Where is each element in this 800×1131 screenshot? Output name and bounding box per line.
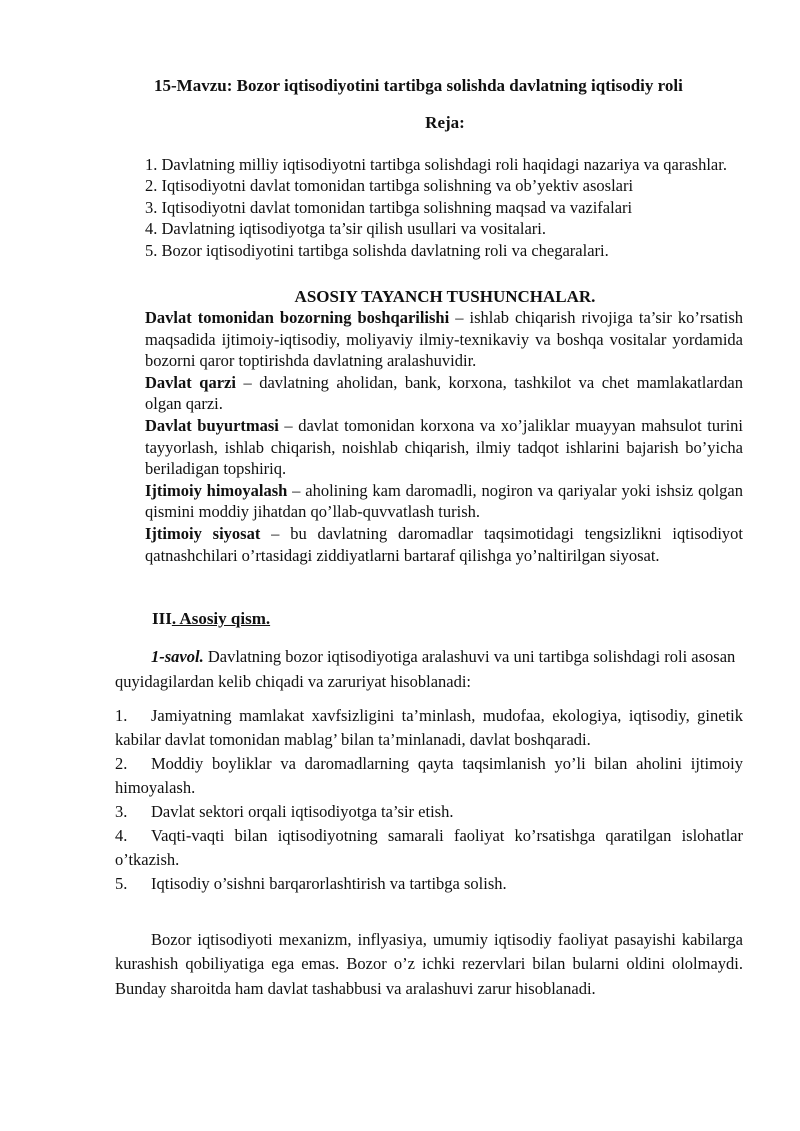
question-paragraph <box>115 644 743 694</box>
reason-text: Vaqti-vaqti bilan iqtisodiyotning samarali faoliyat ko’rsatishga qaratilgan islohatlar o’tkazish. <box>115 826 743 869</box>
plan-item: 3. Iqtisodiyotni davlat tomonidan tartibga solishning maqsad va vazifalari <box>145 197 633 217</box>
concept-definition: – aholining kam daromadli, nogiron va qariyalar yoki ishsiz qolgan qismini moddiy jihatdan qo’llab-quvvatlash turish. <box>145 480 743 522</box>
closing-paragraph: Bozor iqtisodiyoti mexanizm, inflyasiya, umumiy iqtisodiy faoliyat pasayishi kabilarga kurashish qobiliyatiga ega emas. Bozor o’z ichki rezervlari bilan bularni oldini ololmaydi. Bunday sharoitda ham davlat tashabbusi va aralashuvi zarur hisoblanadi. <box>115 930 743 998</box>
reason-number: 5. <box>115 874 128 893</box>
reason-number: 1. <box>115 706 128 725</box>
concepts-list <box>145 307 743 566</box>
concept-term: Ijtimoiy siyosat <box>145 523 261 543</box>
reason-text: Davlat sektori orqali iqtisodiyotga ta’sir etish. <box>151 802 454 821</box>
reason-text: Jamiyatning mamlakat xavfsizligini ta’minlash, mudofaa, ekologiya, iqtisodiy, ginetik kabilar davlat tomonidan mablag’ bilan ta’minlanadi, davlat boshqaradi. <box>115 706 743 749</box>
section-number: III <box>152 609 172 628</box>
reason-item <box>115 800 743 824</box>
plan-item: 5. Bozor iqtisodiyotini tartibga solishda davlatning roli va chegaralari. <box>145 240 609 260</box>
reason-item <box>115 704 743 752</box>
reason-text: Moddiy boyliklar va daromadlarning qayta taqsimlanish yo’li bilan aholini ijtimoiy himoyalash. <box>115 754 743 797</box>
question-lead: 1-savol. <box>151 647 204 666</box>
plan-heading: Reja: <box>425 113 465 132</box>
concept-term: Davlat buyurtmasi <box>145 415 279 435</box>
concept-definition: – davlat tomonidan korxona va xo’jaliklar muayyan mahsulot turini tayyorlash, ishlab chiqarish, noishlab chiqarish, ilmiy tadqot ishlarini bajarish bo’yicha beriladigan topshiriq. <box>145 415 744 479</box>
concept-item <box>145 307 743 372</box>
plan-list <box>145 132 743 262</box>
reason-item <box>115 872 743 896</box>
document-title: 15-Mavzu: Bozor iqtisodiyotini tartibga solishda davlatning iqtisodiy roli <box>154 76 683 95</box>
reason-item <box>115 752 743 800</box>
concept-term: Ijtimoiy himoyalash <box>145 480 288 500</box>
plan-item: 4. Davlatning iqtisodiyotga ta’sir qilish usullari va vositalari. <box>145 219 546 239</box>
reason-item <box>115 824 743 872</box>
concept-definition: – ishlab chiqarish rivojiga ta’sir ko’rsatish maqsadida ijtimoiy-iqtisodiy, moliyaviy ilmiy-texnikaviy va boshqa vositalar yordamida bozorni qaror toptirishda davlatning aralashuvidir. <box>145 308 743 371</box>
reason-number: 2. <box>115 754 128 773</box>
concept-definition: – davlatning aholidan, bank, korxona, tashkilot va chet mamlakatlardan olgan qarzi. <box>145 372 743 414</box>
reason-text: Iqtisodiy o’sishni barqarorlashtirish va tartibga solish. <box>151 874 507 893</box>
reasons-list <box>115 704 743 896</box>
concept-item <box>145 480 743 523</box>
plan-item: 1. Davlatning milliy iqtisodiyotni tartibga solishdagi roli haqidagi nazariya va qarashlar. <box>145 154 727 174</box>
question-text: Davlatning bozor iqtisodiyotiga aralashuvi va uni tartibga solishdagi roli asosan quyidagilardan kelib chiqadi va zaruriyat hisoblanadi: <box>115 647 736 691</box>
reason-number: 3. <box>115 802 128 821</box>
section-heading <box>152 609 270 629</box>
plan-item: 2. Iqtisodiyotni davlat tomonidan tartibga solishning va ob’yektiv asoslari <box>145 176 634 196</box>
section-title: . Asosiy qism. <box>171 609 271 628</box>
concept-term: Davlat qarzi <box>145 372 236 392</box>
concept-item <box>145 372 743 415</box>
concept-definition: – bu davlatning daromadlar taqsimotidagi tengsizlikni iqtisodiyot qatnashchilari o’rtasidagi ziddiyatlarni bartaraf qilishga yo’naltirilgan siyosat. <box>145 523 744 565</box>
concept-term: Davlat tomonidan bozorning boshqarilishi <box>145 308 450 327</box>
reason-number: 4. <box>115 826 128 845</box>
concept-item <box>145 523 743 566</box>
concepts-heading: ASOSIY TAYANCH TUSHUNCHALAR. <box>294 287 596 306</box>
concept-item <box>145 415 743 480</box>
